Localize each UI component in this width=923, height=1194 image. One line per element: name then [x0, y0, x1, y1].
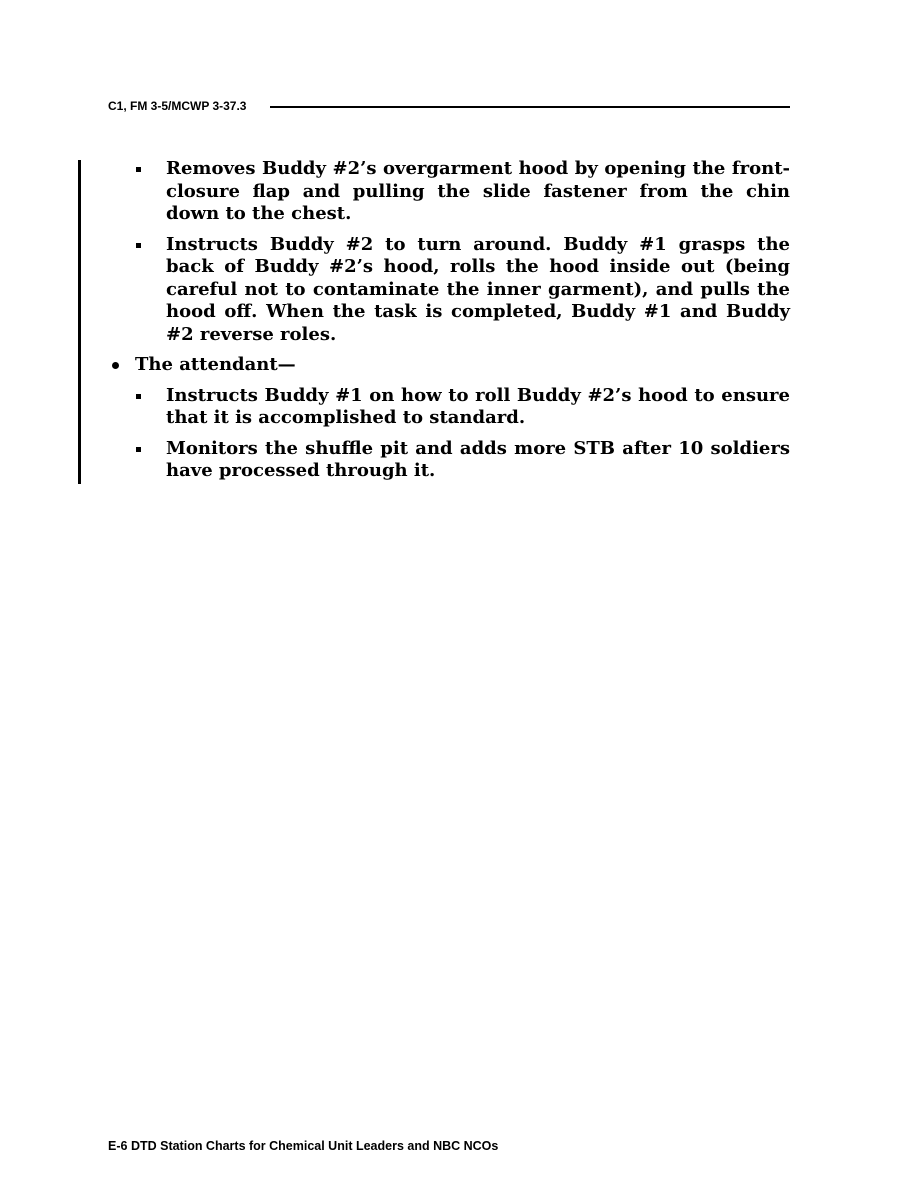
- list-item: [108, 234, 790, 347]
- list-item-text: Instructs Buddy #1 on how to roll Buddy #2’s hood to ensure that it is accomplished to standard.: [166, 384, 790, 428]
- running-header: [108, 96, 790, 116]
- list-item-text: Instructs Buddy #2 to turn around. Buddy #1 grasps the back of Buddy #2’s hood, rolls the hood inside out (being careful not to contaminate the inner garment), and pulls the hood off. When the task is completed, Buddy #1 and Buddy #2 reverse roles.: [166, 233, 790, 345]
- square-bullet-icon: [136, 394, 141, 399]
- bullet-list: [108, 158, 790, 491]
- square-bullet-icon: [136, 167, 141, 172]
- list-item: [108, 354, 790, 377]
- header-rule: [270, 106, 790, 108]
- list-item: [108, 438, 790, 483]
- list-item: [108, 158, 790, 226]
- list-item-text: Monitors the shuffle pit and adds more STB after 10 soldiers have processed through it.: [166, 437, 790, 481]
- list-item-text: Removes Buddy #2’s overgarment hood by opening the front-closure flap and pulling the slide fastener from the chin down to the chest.: [166, 158, 790, 224]
- list-item-text: The attendant—: [135, 354, 296, 375]
- square-bullet-icon: [136, 243, 141, 248]
- page-footer: [108, 1139, 498, 1153]
- running-head-text: C1, FM 3-5/MCWP 3-37.3: [108, 99, 247, 113]
- round-bullet-icon: [112, 362, 119, 369]
- square-bullet-icon: [136, 447, 141, 452]
- change-bar: [78, 160, 81, 484]
- list-item: [108, 385, 790, 430]
- page-number: E-6: [108, 1139, 128, 1153]
- footer-title: DTD Station Charts for Chemical Unit Leaders and NBC NCOs: [130, 1139, 499, 1153]
